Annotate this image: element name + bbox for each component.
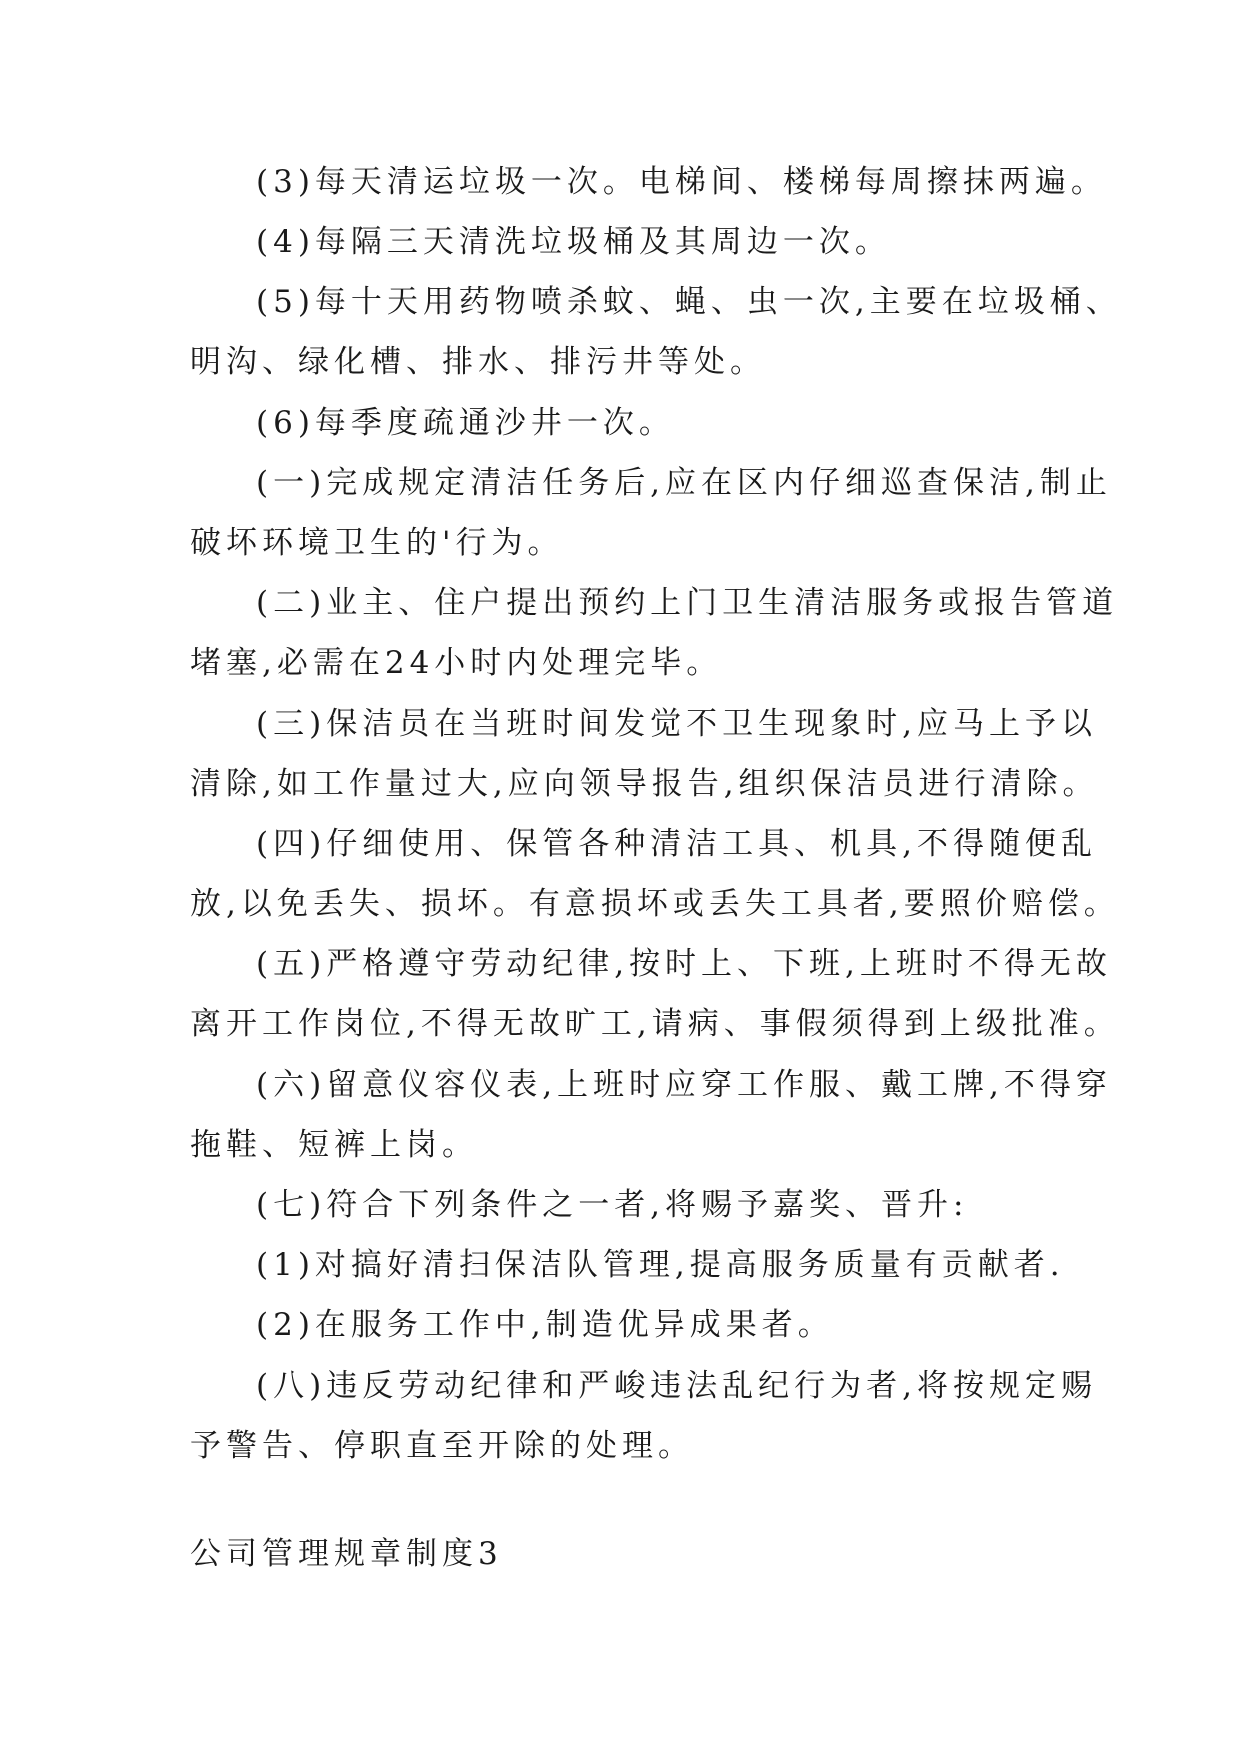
paragraph-line: (四)仔细使用、保管各种清洁工具、机具,不得随便乱 xyxy=(256,826,1098,862)
paragraph-line: 清除,如工作量过大,应向领导报告,组织保洁员进行清除。 xyxy=(190,766,1099,802)
paragraph-line: 离开工作岗位,不得无故旷工,请病、事假须得到上级批准。 xyxy=(190,1006,1120,1042)
paragraph-line: (三)保洁员在当班时间发觉不卫生现象时,应马上予以 xyxy=(256,706,1098,742)
paragraph-line: (一)完成规定清洁任务后,应在区内仔细巡查保洁,制止 xyxy=(256,465,1112,501)
paragraph-line: (1)对搞好清扫保洁队管理,提高服务质量有贡献者. xyxy=(256,1247,1065,1283)
paragraph-line: 堵塞,必需在24小时内处理完毕。 xyxy=(190,645,723,681)
section-heading: 公司管理规章制度3 xyxy=(190,1536,503,1572)
paragraph-line: 拖鞋、短裤上岗。 xyxy=(190,1127,478,1163)
paragraph-line: 明沟、绿化槽、排水、排污井等处。 xyxy=(190,344,766,380)
paragraph-line: (4)每隔三天清洗垃圾桶及其周边一次。 xyxy=(256,224,891,260)
paragraph-line: 予警告、停职直至开除的处理。 xyxy=(190,1428,694,1464)
paragraph-line: (3)每天清运垃圾一次。电梯间、楼梯每周擦抹两遍。 xyxy=(256,164,1107,200)
paragraph-line: (2)在服务工作中,制造优异成果者。 xyxy=(256,1307,834,1343)
paragraph-line: (六)留意仪容仪表,上班时应穿工作服、戴工牌,不得穿 xyxy=(256,1067,1112,1103)
paragraph-line: (五)严格遵守劳动纪律,按时上、下班,上班时不得无故 xyxy=(256,946,1112,982)
paragraph-line: (5)每十天用药物喷杀蚊、蝇、虫一次,主要在垃圾桶、 xyxy=(256,284,1122,320)
paragraph-line: (八)违反劳动纪律和严峻违法乱纪行为者,将按规定赐 xyxy=(256,1368,1098,1404)
paragraph-line: (二)业主、住户提出预约上门卫生清洁服务或报告管道 xyxy=(256,585,1119,621)
paragraph-line: 破坏环境卫生的'行为。 xyxy=(190,525,564,561)
paragraph-line: (6)每季度疏通沙井一次。 xyxy=(256,405,675,441)
paragraph-line: 放,以免丢失、损坏。有意损坏或丢失工具者,要照价赔偿。 xyxy=(190,886,1120,922)
paragraph-line: (七)符合下列条件之一者,将赐予嘉奖、晋升: xyxy=(256,1187,969,1223)
